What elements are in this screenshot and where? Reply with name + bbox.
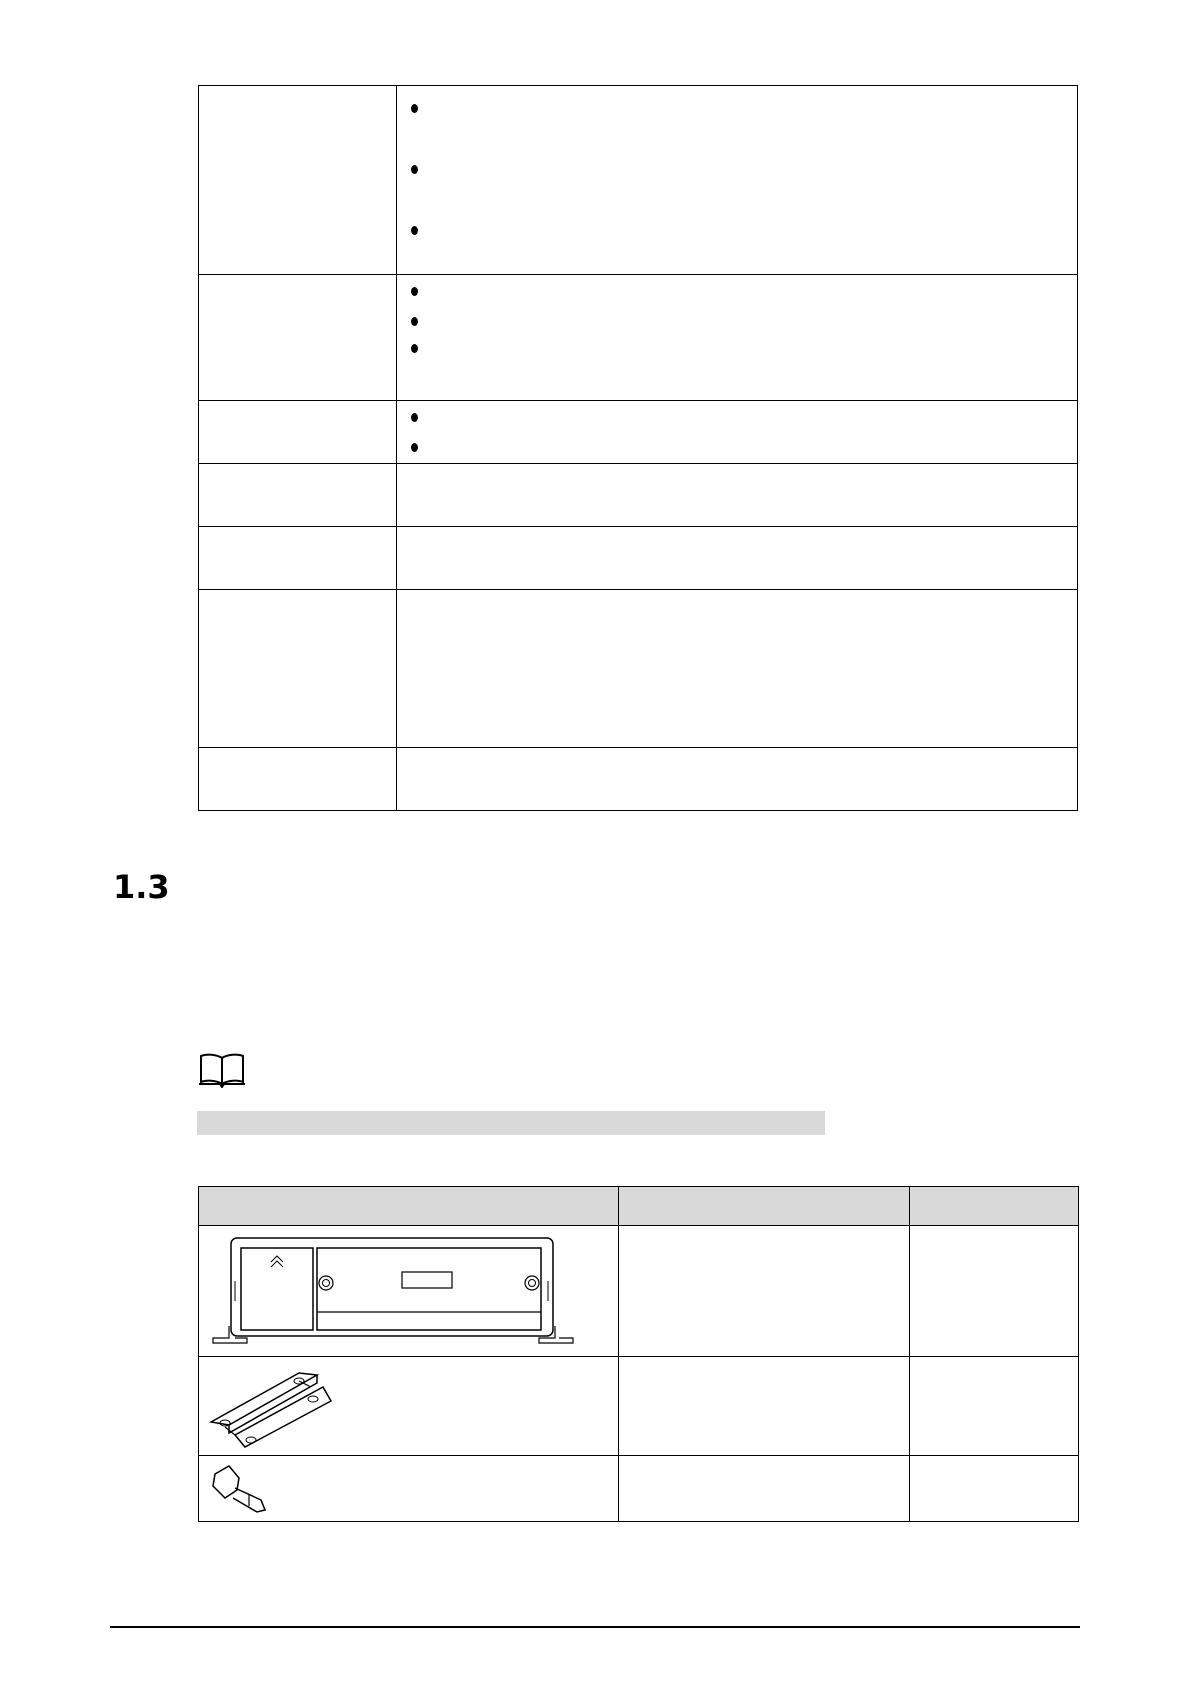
table-row	[199, 590, 1078, 748]
list-item	[397, 317, 1077, 344]
note-text-highlight	[197, 1111, 825, 1135]
table-row	[199, 1226, 1079, 1357]
table-row	[199, 1357, 1079, 1456]
bullet-icon	[411, 443, 418, 452]
bullet-icon	[411, 344, 418, 353]
bullet-icon	[411, 165, 418, 174]
list-item	[397, 161, 1077, 181]
spec-label-cell	[199, 590, 397, 748]
packing-list-table	[198, 1186, 1079, 1522]
column-header	[619, 1187, 910, 1226]
item-quantity-cell	[910, 1357, 1079, 1456]
spec-label-cell	[199, 86, 397, 275]
table-row	[199, 464, 1078, 527]
footer-rule	[110, 1626, 1080, 1628]
lock-key-image	[199, 1456, 617, 1516]
item-quantity-cell	[910, 1226, 1079, 1357]
section-number: 1.3	[113, 868, 170, 906]
table-header-row	[199, 1187, 1079, 1226]
device-front-panel-image	[199, 1226, 617, 1351]
spec-label-cell	[199, 527, 397, 590]
column-header	[910, 1187, 1079, 1226]
book-icon	[198, 1052, 246, 1088]
spec-value-cell	[397, 464, 1078, 527]
item-name-cell	[619, 1357, 910, 1456]
spec-value-cell	[397, 401, 1078, 464]
spec-value-cell	[397, 748, 1078, 811]
table-row	[199, 748, 1078, 811]
list-item	[397, 344, 1077, 364]
spec-table	[198, 85, 1078, 811]
spec-label-cell	[199, 401, 397, 464]
spec-label-cell	[199, 275, 397, 401]
table-row	[199, 401, 1078, 464]
spec-value-cell	[397, 86, 1078, 275]
bullet-icon	[411, 317, 418, 326]
list-item	[397, 222, 1077, 242]
mounting-bracket-image	[199, 1357, 617, 1450]
item-image-cell	[199, 1456, 619, 1522]
spec-value-cell	[397, 590, 1078, 748]
table-row	[199, 527, 1078, 590]
table-row	[199, 1456, 1079, 1522]
item-image-cell	[199, 1226, 619, 1357]
list-item	[397, 413, 1077, 443]
bullet-icon	[411, 413, 418, 422]
item-name-cell	[619, 1456, 910, 1522]
table-row	[199, 275, 1078, 401]
item-name-cell	[619, 1226, 910, 1357]
bullet-icon	[411, 287, 418, 296]
spec-value-cell	[397, 275, 1078, 401]
column-header	[199, 1187, 619, 1226]
spec-label-cell	[199, 748, 397, 811]
spec-value-cell	[397, 527, 1078, 590]
list-item	[397, 285, 1077, 317]
list-item	[397, 100, 1077, 120]
list-item	[397, 443, 1077, 463]
bullet-icon	[411, 104, 418, 113]
spec-label-cell	[199, 464, 397, 527]
table-row	[199, 86, 1078, 275]
bullet-icon	[411, 226, 418, 235]
item-quantity-cell	[910, 1456, 1079, 1522]
item-image-cell	[199, 1357, 619, 1456]
